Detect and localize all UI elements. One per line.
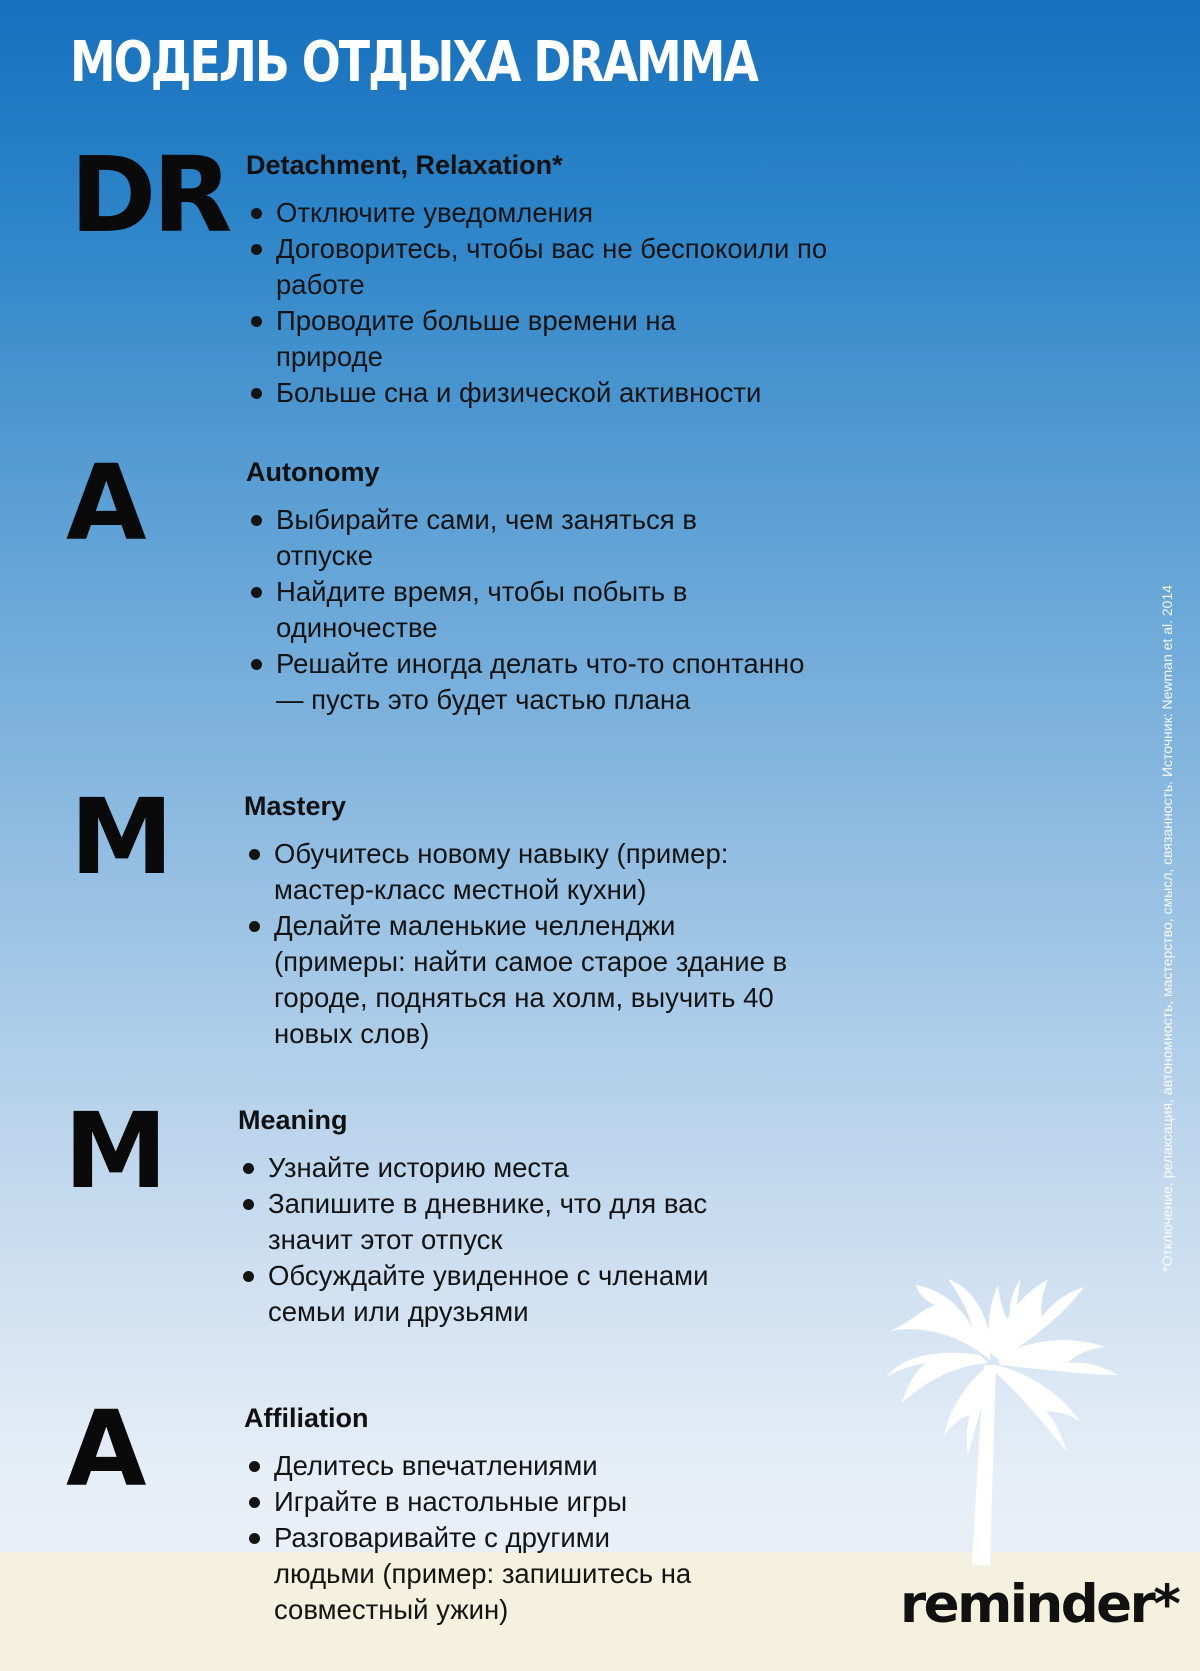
bullet-icon bbox=[251, 388, 262, 399]
item-text: Найдите время, чтобы побыть в одиночестве bbox=[276, 576, 688, 643]
bullet-icon bbox=[249, 1533, 260, 1544]
bullet-list bbox=[244, 1448, 884, 1628]
list-item bbox=[244, 1448, 884, 1484]
item-text: Играйте в настольные игры bbox=[274, 1486, 628, 1517]
list-item bbox=[246, 303, 706, 375]
list-item bbox=[244, 1484, 884, 1520]
bullet-icon bbox=[251, 659, 262, 670]
item-text: Договоритесь, чтобы вас не беспокоили по работе bbox=[276, 233, 828, 300]
section-meaning bbox=[238, 1104, 878, 1330]
item-text: Делайте маленькие челленджи (примеры: найти самое старое здание в городе, подняться на холм, выучить 40 новых слов) bbox=[274, 910, 788, 1049]
section-heading: Mastery bbox=[244, 791, 347, 821]
list-item bbox=[244, 1520, 704, 1628]
section-heading: Meaning bbox=[238, 1105, 348, 1135]
list-item bbox=[246, 646, 836, 718]
bullet-icon bbox=[243, 1199, 254, 1210]
section-mastery bbox=[244, 790, 884, 1052]
bullet-icon bbox=[243, 1163, 254, 1174]
section-letter-a: A bbox=[66, 442, 143, 564]
section-heading: Detachment, Relaxation* bbox=[246, 150, 563, 180]
section-letter-m: M bbox=[70, 776, 170, 898]
bullet-icon bbox=[251, 587, 262, 598]
bullet-icon bbox=[251, 208, 262, 219]
section-autonomy bbox=[246, 456, 886, 718]
bullet-icon bbox=[251, 515, 262, 526]
palm-tree-icon bbox=[880, 1265, 1125, 1565]
section-heading: Autonomy bbox=[246, 457, 380, 487]
list-item bbox=[238, 1150, 878, 1186]
item-text: Больше сна и физической активности bbox=[276, 377, 762, 408]
item-text: Обучитесь новому навыку (пример: мастер-класс местной кухни) bbox=[274, 838, 729, 905]
item-text: Решайте иногда делать что-то спонтанно — пусть это будет частью плана bbox=[276, 648, 805, 715]
bullet-icon bbox=[249, 1497, 260, 1508]
list-item bbox=[244, 908, 814, 1052]
bullet-icon bbox=[251, 244, 262, 255]
section-letter-dr: DR bbox=[70, 134, 229, 256]
section-detachment-relaxation bbox=[246, 149, 886, 411]
section-affiliation bbox=[244, 1402, 884, 1628]
bullet-icon bbox=[249, 849, 260, 860]
section-letter-m: M bbox=[64, 1090, 164, 1212]
item-text: Отключите уведомления bbox=[276, 197, 594, 228]
bullet-icon bbox=[249, 1461, 260, 1472]
list-item bbox=[246, 231, 836, 303]
list-item bbox=[246, 375, 886, 411]
bullet-icon bbox=[251, 316, 262, 327]
list-item bbox=[246, 574, 766, 646]
list-item bbox=[238, 1186, 788, 1258]
item-text: Обсуждайте увиденное с членами семьи или друзьями bbox=[268, 1260, 709, 1327]
section-letter-a: A bbox=[66, 1388, 143, 1510]
list-item bbox=[244, 836, 814, 908]
bullet-list bbox=[246, 502, 886, 718]
section-heading: Affiliation bbox=[244, 1403, 369, 1433]
list-item bbox=[238, 1258, 788, 1330]
item-text: Проводите больше времени на природе bbox=[276, 305, 676, 372]
bullet-icon bbox=[243, 1271, 254, 1282]
bullet-list bbox=[238, 1150, 878, 1330]
bullet-list bbox=[246, 195, 886, 411]
bullet-list bbox=[244, 836, 884, 1052]
page-title: МОДЕЛЬ ОТДЫХА DRAMMA bbox=[70, 30, 757, 95]
bullet-icon bbox=[249, 921, 260, 932]
brand-logo: reminder* bbox=[900, 1574, 1179, 1635]
footnote-vertical: *Отключение, релаксация, автономность, мастерство, смысл, связанность. Источник: Newman et al. 2014 bbox=[1159, 584, 1175, 1272]
item-text: Запишите в дневнике, что для вас значит этот отпуск bbox=[268, 1188, 708, 1255]
list-item bbox=[246, 195, 886, 231]
item-text: Выбирайте сами, чем заняться в отпуске bbox=[276, 504, 697, 571]
item-text: Разговаривайте с другими людьми (пример: запишитесь на совместный ужин) bbox=[274, 1522, 692, 1625]
item-text: Узнайте историю места bbox=[268, 1152, 569, 1183]
list-item bbox=[246, 502, 776, 574]
item-text: Делитесь впечатлениями bbox=[274, 1450, 598, 1481]
